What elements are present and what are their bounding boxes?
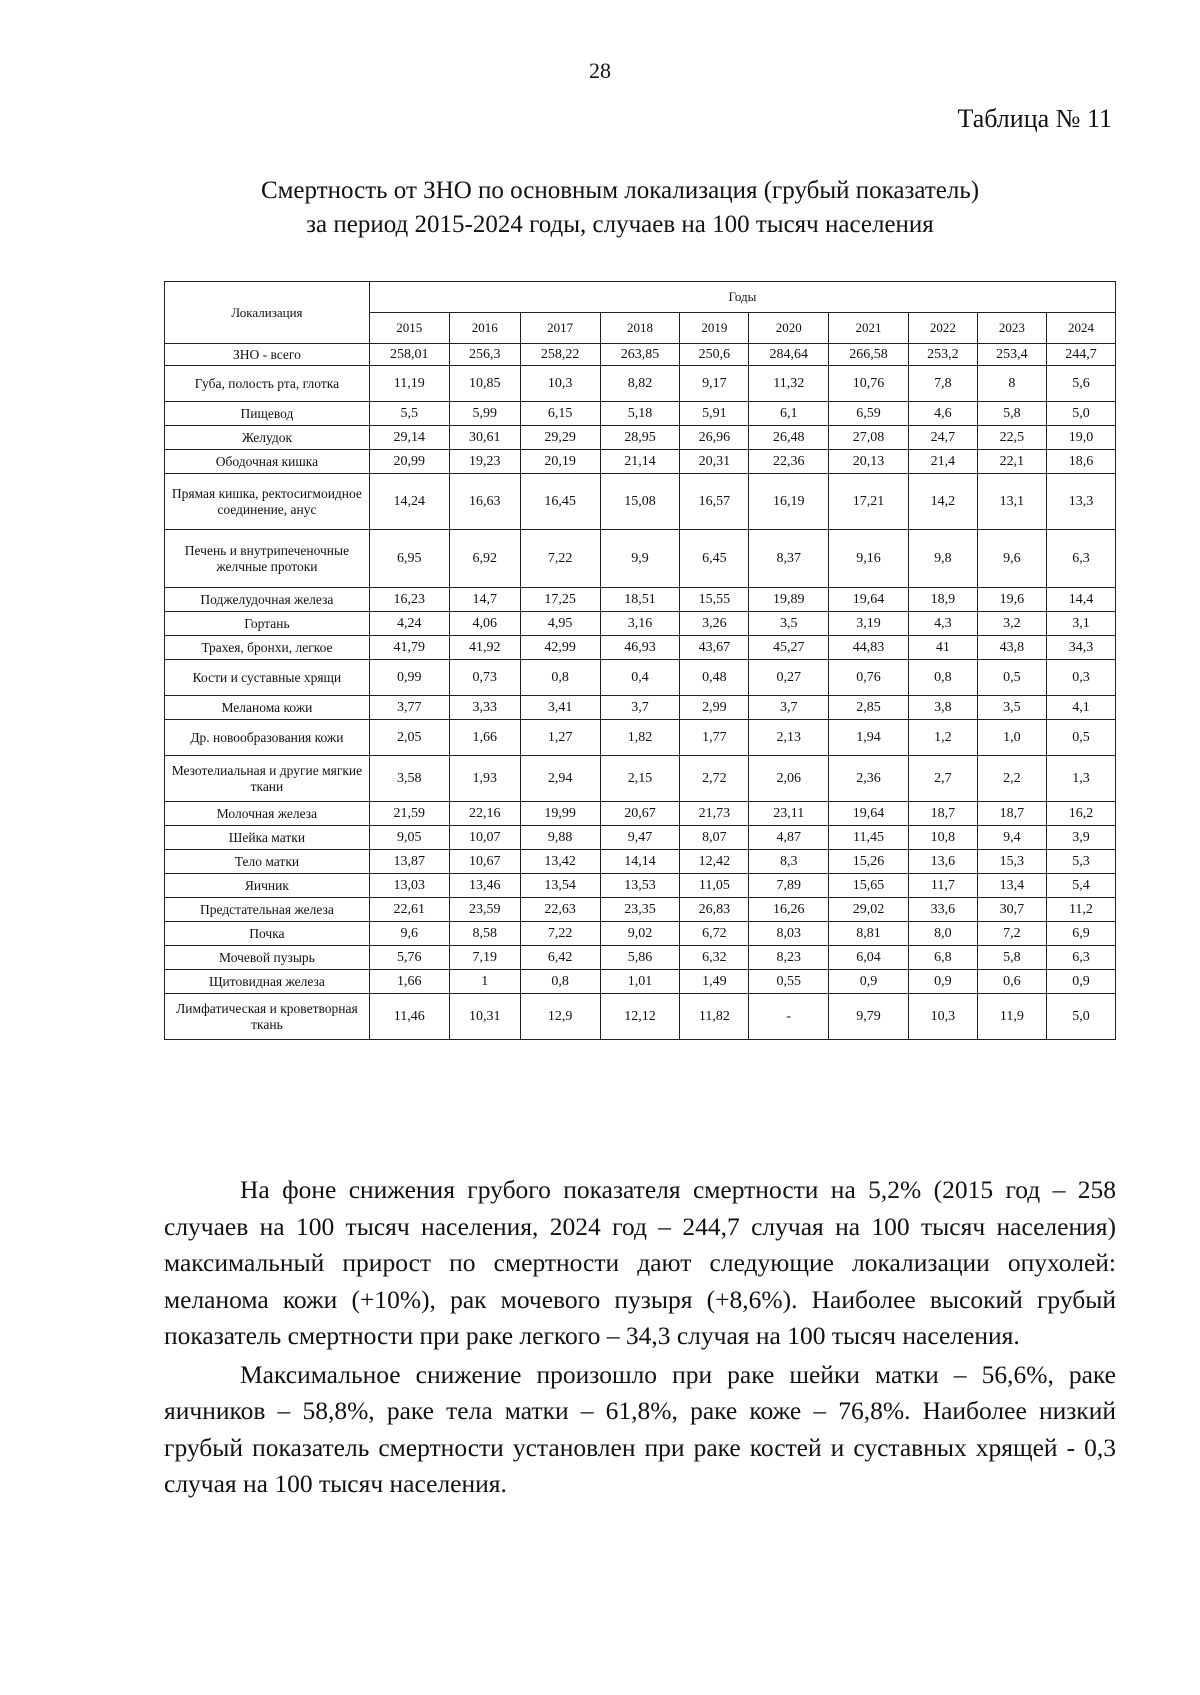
value-cell: 5,91 — [680, 402, 749, 426]
value-cell: 0,27 — [749, 660, 829, 696]
value-cell: 12,12 — [600, 994, 680, 1040]
value-cell: 14,7 — [449, 588, 520, 612]
value-cell: 19,99 — [520, 802, 600, 826]
value-cell: 3,9 — [1046, 826, 1115, 850]
value-cell: 16,26 — [749, 898, 829, 922]
page-number: 28 — [589, 58, 611, 83]
value-cell: 15,3 — [977, 850, 1046, 874]
localization-cell: Предстательная железа — [165, 898, 370, 922]
value-cell: 2,15 — [600, 756, 680, 802]
value-cell: 13,87 — [369, 850, 449, 874]
header-year: 2020 — [749, 313, 829, 344]
value-cell: 11,7 — [908, 874, 977, 898]
value-cell: 2,06 — [749, 756, 829, 802]
value-cell: 6,15 — [520, 402, 600, 426]
localization-cell: Печень и внутрипеченочные желчные протоки — [165, 530, 370, 588]
value-cell: 12,42 — [680, 850, 749, 874]
value-cell: 21,73 — [680, 802, 749, 826]
value-cell: 15,26 — [829, 850, 909, 874]
value-cell: 0,5 — [977, 660, 1046, 696]
value-cell: 10,31 — [449, 994, 520, 1040]
localization-cell: Мезотелиальная и другие мягкие ткани — [165, 756, 370, 802]
value-cell: 11,9 — [977, 994, 1046, 1040]
localization-cell: Прямая кишка, ректосигмоидное соединение, анус — [165, 474, 370, 530]
value-cell: 5,0 — [1046, 994, 1115, 1040]
value-cell: 29,29 — [520, 426, 600, 450]
value-cell: 13,03 — [369, 874, 449, 898]
value-cell: 2,7 — [908, 756, 977, 802]
value-cell: 11,05 — [680, 874, 749, 898]
value-cell: 1,66 — [369, 970, 449, 994]
table-row — [165, 636, 1116, 660]
value-cell: 9,05 — [369, 826, 449, 850]
header-year: 2021 — [829, 313, 909, 344]
table-title-line-1: Смертность от ЗНО по основным локализация (грубый показатель) — [260, 177, 980, 204]
value-cell: 20,19 — [520, 450, 600, 474]
value-cell: 18,7 — [977, 802, 1046, 826]
value-cell: 18,51 — [600, 588, 680, 612]
value-cell: 244,7 — [1046, 344, 1115, 366]
value-cell: 8,03 — [749, 922, 829, 946]
value-cell: 9,8 — [908, 530, 977, 588]
value-cell: 5,5 — [369, 402, 449, 426]
table-row — [165, 612, 1116, 636]
value-cell: 11,32 — [749, 366, 829, 402]
value-cell: 13,54 — [520, 874, 600, 898]
value-cell: 3,5 — [749, 612, 829, 636]
value-cell: 9,16 — [829, 530, 909, 588]
value-cell: 19,64 — [829, 588, 909, 612]
value-cell: 13,42 — [520, 850, 600, 874]
value-cell: 19,0 — [1046, 426, 1115, 450]
value-cell: 22,63 — [520, 898, 600, 922]
value-cell: 10,07 — [449, 826, 520, 850]
localization-cell: Почка — [165, 922, 370, 946]
table-row — [165, 450, 1116, 474]
value-cell: 41 — [908, 636, 977, 660]
value-cell: 21,59 — [369, 802, 449, 826]
value-cell: 12,9 — [520, 994, 600, 1040]
localization-cell: Губа, полость рта, глотка — [165, 366, 370, 402]
value-cell: 22,16 — [449, 802, 520, 826]
value-cell: 34,3 — [1046, 636, 1115, 660]
value-cell: 6,32 — [680, 946, 749, 970]
value-cell: 4,87 — [749, 826, 829, 850]
value-cell: 6,95 — [369, 530, 449, 588]
localization-cell: Ободочная кишка — [165, 450, 370, 474]
localization-cell: Лимфатическая и кроветворная ткань — [165, 994, 370, 1040]
localization-cell: Трахея, бронхи, легкое — [165, 636, 370, 660]
value-cell: 2,36 — [829, 756, 909, 802]
table-row — [165, 696, 1116, 720]
value-cell: 8 — [977, 366, 1046, 402]
localization-cell: Мочевой пузырь — [165, 946, 370, 970]
value-cell: 21,14 — [600, 450, 680, 474]
value-cell: 19,23 — [449, 450, 520, 474]
value-cell: 3,1 — [1046, 612, 1115, 636]
value-cell: 16,45 — [520, 474, 600, 530]
value-cell: 9,9 — [600, 530, 680, 588]
value-cell: 3,58 — [369, 756, 449, 802]
value-cell: 0,99 — [369, 660, 449, 696]
value-cell: 3,77 — [369, 696, 449, 720]
value-cell: 1,27 — [520, 720, 600, 756]
value-cell: 16,23 — [369, 588, 449, 612]
value-cell: 7,2 — [977, 922, 1046, 946]
localization-cell: Кости и суставные хрящи — [165, 660, 370, 696]
value-cell: 8,37 — [749, 530, 829, 588]
value-cell: 6,92 — [449, 530, 520, 588]
value-cell: 5,18 — [600, 402, 680, 426]
value-cell: 14,4 — [1046, 588, 1115, 612]
value-cell: 46,93 — [600, 636, 680, 660]
value-cell: 21,4 — [908, 450, 977, 474]
table-row — [165, 530, 1116, 588]
value-cell: 4,24 — [369, 612, 449, 636]
localization-cell: Поджелудочная железа — [165, 588, 370, 612]
value-cell: 26,83 — [680, 898, 749, 922]
value-cell: 24,7 — [908, 426, 977, 450]
header-year: 2019 — [680, 313, 749, 344]
value-cell: 1,77 — [680, 720, 749, 756]
table-row — [165, 994, 1116, 1040]
localization-cell: Пищевод — [165, 402, 370, 426]
value-cell: 1,2 — [908, 720, 977, 756]
value-cell: 1,66 — [449, 720, 520, 756]
table-row — [165, 826, 1116, 850]
value-cell: 1,94 — [829, 720, 909, 756]
value-cell: 13,1 — [977, 474, 1046, 530]
table-row — [165, 802, 1116, 826]
table-row — [165, 970, 1116, 994]
value-cell: 8,81 — [829, 922, 909, 946]
table-row — [165, 898, 1116, 922]
table-row — [165, 756, 1116, 802]
value-cell: 8,58 — [449, 922, 520, 946]
table-title-line-2: за период 2015-2024 годы, случаев на 100 тысяч населения — [306, 211, 934, 238]
value-cell: 23,11 — [749, 802, 829, 826]
table-label: Таблица № 11 — [957, 104, 1112, 133]
value-cell: 22,1 — [977, 450, 1046, 474]
value-cell: 7,22 — [520, 530, 600, 588]
value-cell: 284,64 — [749, 344, 829, 366]
table-row — [165, 874, 1116, 898]
value-cell: - — [749, 994, 829, 1040]
value-cell: 33,6 — [908, 898, 977, 922]
value-cell: 17,25 — [520, 588, 600, 612]
value-cell: 6,1 — [749, 402, 829, 426]
value-cell: 16,2 — [1046, 802, 1115, 826]
value-cell: 14,24 — [369, 474, 449, 530]
value-cell: 7,22 — [520, 922, 600, 946]
value-cell: 27,08 — [829, 426, 909, 450]
value-cell: 2,94 — [520, 756, 600, 802]
value-cell: 8,0 — [908, 922, 977, 946]
value-cell: 0,76 — [829, 660, 909, 696]
header-year: 2015 — [369, 313, 449, 344]
header-year: 2018 — [600, 313, 680, 344]
value-cell: 19,6 — [977, 588, 1046, 612]
table-row — [165, 426, 1116, 450]
value-cell: 11,46 — [369, 994, 449, 1040]
value-cell: 1,3 — [1046, 756, 1115, 802]
value-cell: 20,31 — [680, 450, 749, 474]
value-cell: 0,5 — [1046, 720, 1115, 756]
localization-cell: ЗНО - всего — [165, 344, 370, 366]
value-cell: 7,89 — [749, 874, 829, 898]
value-cell: 0,4 — [600, 660, 680, 696]
value-cell: 5,8 — [977, 402, 1046, 426]
table-row — [165, 588, 1116, 612]
body-text — [164, 1172, 1116, 1503]
table-row — [165, 922, 1116, 946]
table-title — [150, 174, 1090, 242]
value-cell: 253,4 — [977, 344, 1046, 366]
value-cell: 19,64 — [829, 802, 909, 826]
value-cell: 3,5 — [977, 696, 1046, 720]
localization-cell: Молочная железа — [165, 802, 370, 826]
value-cell: 3,33 — [449, 696, 520, 720]
value-cell: 9,17 — [680, 366, 749, 402]
value-cell: 18,9 — [908, 588, 977, 612]
value-cell: 9,6 — [977, 530, 1046, 588]
value-cell: 0,9 — [908, 970, 977, 994]
value-cell: 13,6 — [908, 850, 977, 874]
value-cell: 2,99 — [680, 696, 749, 720]
value-cell: 22,36 — [749, 450, 829, 474]
value-cell: 0,8 — [908, 660, 977, 696]
table-row — [165, 474, 1116, 530]
header-year: 2024 — [1046, 313, 1115, 344]
value-cell: 14,2 — [908, 474, 977, 530]
value-cell: 4,6 — [908, 402, 977, 426]
localization-cell: Гортань — [165, 612, 370, 636]
value-cell: 29,02 — [829, 898, 909, 922]
table-row — [165, 402, 1116, 426]
value-cell: 11,2 — [1046, 898, 1115, 922]
value-cell: 29,14 — [369, 426, 449, 450]
value-cell: 26,96 — [680, 426, 749, 450]
value-cell: 3,2 — [977, 612, 1046, 636]
value-cell: 3,16 — [600, 612, 680, 636]
value-cell: 8,3 — [749, 850, 829, 874]
table-row — [165, 850, 1116, 874]
value-cell: 7,19 — [449, 946, 520, 970]
value-cell: 5,86 — [600, 946, 680, 970]
value-cell: 8,23 — [749, 946, 829, 970]
value-cell: 2,13 — [749, 720, 829, 756]
value-cell: 16,63 — [449, 474, 520, 530]
value-cell: 16,19 — [749, 474, 829, 530]
value-cell: 0,9 — [829, 970, 909, 994]
value-cell: 13,46 — [449, 874, 520, 898]
value-cell: 17,21 — [829, 474, 909, 530]
value-cell: 30,7 — [977, 898, 1046, 922]
header-years: Годы — [369, 282, 1115, 313]
value-cell: 6,42 — [520, 946, 600, 970]
table-row — [165, 946, 1116, 970]
value-cell: 9,79 — [829, 994, 909, 1040]
localization-cell: Др. новообразования кожи — [165, 720, 370, 756]
value-cell: 42,99 — [520, 636, 600, 660]
value-cell: 6,9 — [1046, 922, 1115, 946]
value-cell: 10,76 — [829, 366, 909, 402]
value-cell: 6,3 — [1046, 530, 1115, 588]
value-cell: 6,8 — [908, 946, 977, 970]
value-cell: 11,45 — [829, 826, 909, 850]
value-cell: 8,07 — [680, 826, 749, 850]
value-cell: 9,4 — [977, 826, 1046, 850]
value-cell: 16,57 — [680, 474, 749, 530]
value-cell: 5,99 — [449, 402, 520, 426]
table-row — [165, 660, 1116, 696]
value-cell: 2,85 — [829, 696, 909, 720]
value-cell: 15,55 — [680, 588, 749, 612]
value-cell: 10,67 — [449, 850, 520, 874]
paragraph-1: На фоне снижения грубого показателя смертности на 5,2% (2015 год – 258 случаев на 100 тысяч населения, 2024 год – 244,7 случая на 100 тысяч населения) максимальный прирост по смертности дают следующие локализации опухолей: меланома кожи (+10%), рак мочевого пузыря (+8,6%). Наиболее высокий грубый показатель смертности при раке легкого – 34,3 случая на 100 тысяч населения. — [164, 1175, 1116, 1350]
value-cell: 20,67 — [600, 802, 680, 826]
value-cell: 9,6 — [369, 922, 449, 946]
value-cell: 1,0 — [977, 720, 1046, 756]
value-cell: 18,6 — [1046, 450, 1115, 474]
value-cell: 5,3 — [1046, 850, 1115, 874]
value-cell: 0,73 — [449, 660, 520, 696]
value-cell: 43,8 — [977, 636, 1046, 660]
table-row — [165, 366, 1116, 402]
value-cell: 10,8 — [908, 826, 977, 850]
value-cell: 22,5 — [977, 426, 1046, 450]
value-cell: 10,85 — [449, 366, 520, 402]
value-cell: 5,6 — [1046, 366, 1115, 402]
header-localization: Локализация — [165, 282, 370, 344]
value-cell: 41,79 — [369, 636, 449, 660]
table-row — [165, 720, 1116, 756]
value-cell: 9,88 — [520, 826, 600, 850]
paragraph-2: Максимальное снижение произошло при раке шейки матки – 56,6%, раке яичников – 58,8%, раке тела матки – 61,8%, раке коже – 76,8%. Наиболее низкий грубый показатель смертности установлен при раке костей и суставных хрящей - 0,3 случая на 100 тысяч населения. — [164, 1359, 1116, 1498]
value-cell: 4,06 — [449, 612, 520, 636]
value-cell: 2,05 — [369, 720, 449, 756]
value-cell: 14,14 — [600, 850, 680, 874]
value-cell: 0,6 — [977, 970, 1046, 994]
value-cell: 8,82 — [600, 366, 680, 402]
header-year: 2016 — [449, 313, 520, 344]
value-cell: 13,3 — [1046, 474, 1115, 530]
value-cell: 44,83 — [829, 636, 909, 660]
value-cell: 11,19 — [369, 366, 449, 402]
value-cell: 41,92 — [449, 636, 520, 660]
value-cell: 4,1 — [1046, 696, 1115, 720]
value-cell: 7,8 — [908, 366, 977, 402]
value-cell: 6,45 — [680, 530, 749, 588]
value-cell: 23,35 — [600, 898, 680, 922]
value-cell: 13,53 — [600, 874, 680, 898]
value-cell: 0,3 — [1046, 660, 1115, 696]
localization-cell: Тело матки — [165, 850, 370, 874]
value-cell: 6,72 — [680, 922, 749, 946]
value-cell: 3,26 — [680, 612, 749, 636]
value-cell: 3,41 — [520, 696, 600, 720]
value-cell: 6,59 — [829, 402, 909, 426]
value-cell: 20,99 — [369, 450, 449, 474]
value-cell: 266,58 — [829, 344, 909, 366]
value-cell: 9,02 — [600, 922, 680, 946]
localization-cell: Желудок — [165, 426, 370, 450]
value-cell: 5,8 — [977, 946, 1046, 970]
value-cell: 0,9 — [1046, 970, 1115, 994]
header-year: 2023 — [977, 313, 1046, 344]
value-cell: 10,3 — [520, 366, 600, 402]
value-cell: 263,85 — [600, 344, 680, 366]
value-cell: 253,2 — [908, 344, 977, 366]
value-cell: 1,82 — [600, 720, 680, 756]
value-cell: 15,65 — [829, 874, 909, 898]
value-cell: 19,89 — [749, 588, 829, 612]
value-cell: 0,55 — [749, 970, 829, 994]
header-year: 2017 — [520, 313, 600, 344]
value-cell: 1,93 — [449, 756, 520, 802]
value-cell: 2,72 — [680, 756, 749, 802]
value-cell: 1 — [449, 970, 520, 994]
value-cell: 11,82 — [680, 994, 749, 1040]
value-cell: 23,59 — [449, 898, 520, 922]
value-cell: 258,01 — [369, 344, 449, 366]
value-cell: 13,4 — [977, 874, 1046, 898]
value-cell: 3,7 — [749, 696, 829, 720]
localization-cell: Шейка матки — [165, 826, 370, 850]
value-cell: 1,49 — [680, 970, 749, 994]
value-cell: 18,7 — [908, 802, 977, 826]
localization-cell: Меланома кожи — [165, 696, 370, 720]
value-cell: 3,8 — [908, 696, 977, 720]
value-cell: 0,8 — [520, 660, 600, 696]
value-cell: 4,95 — [520, 612, 600, 636]
value-cell: 45,27 — [749, 636, 829, 660]
table-row — [165, 344, 1116, 366]
value-cell: 250,6 — [680, 344, 749, 366]
value-cell: 9,47 — [600, 826, 680, 850]
value-cell: 20,13 — [829, 450, 909, 474]
value-cell: 256,3 — [449, 344, 520, 366]
value-cell: 258,22 — [520, 344, 600, 366]
value-cell: 26,48 — [749, 426, 829, 450]
mortality-table — [164, 281, 1116, 1040]
value-cell: 28,95 — [600, 426, 680, 450]
value-cell: 10,3 — [908, 994, 977, 1040]
value-cell: 0,8 — [520, 970, 600, 994]
header-year: 2022 — [908, 313, 977, 344]
localization-cell: Яичник — [165, 874, 370, 898]
localization-cell: Щитовидная железа — [165, 970, 370, 994]
value-cell: 22,61 — [369, 898, 449, 922]
value-cell: 2,2 — [977, 756, 1046, 802]
value-cell: 3,7 — [600, 696, 680, 720]
value-cell: 43,67 — [680, 636, 749, 660]
value-cell: 5,0 — [1046, 402, 1115, 426]
value-cell: 6,3 — [1046, 946, 1115, 970]
value-cell: 4,3 — [908, 612, 977, 636]
value-cell: 6,04 — [829, 946, 909, 970]
value-cell: 15,08 — [600, 474, 680, 530]
value-cell: 3,19 — [829, 612, 909, 636]
value-cell: 5,4 — [1046, 874, 1115, 898]
value-cell: 5,76 — [369, 946, 449, 970]
value-cell: 0,48 — [680, 660, 749, 696]
value-cell: 30,61 — [449, 426, 520, 450]
value-cell: 1,01 — [600, 970, 680, 994]
